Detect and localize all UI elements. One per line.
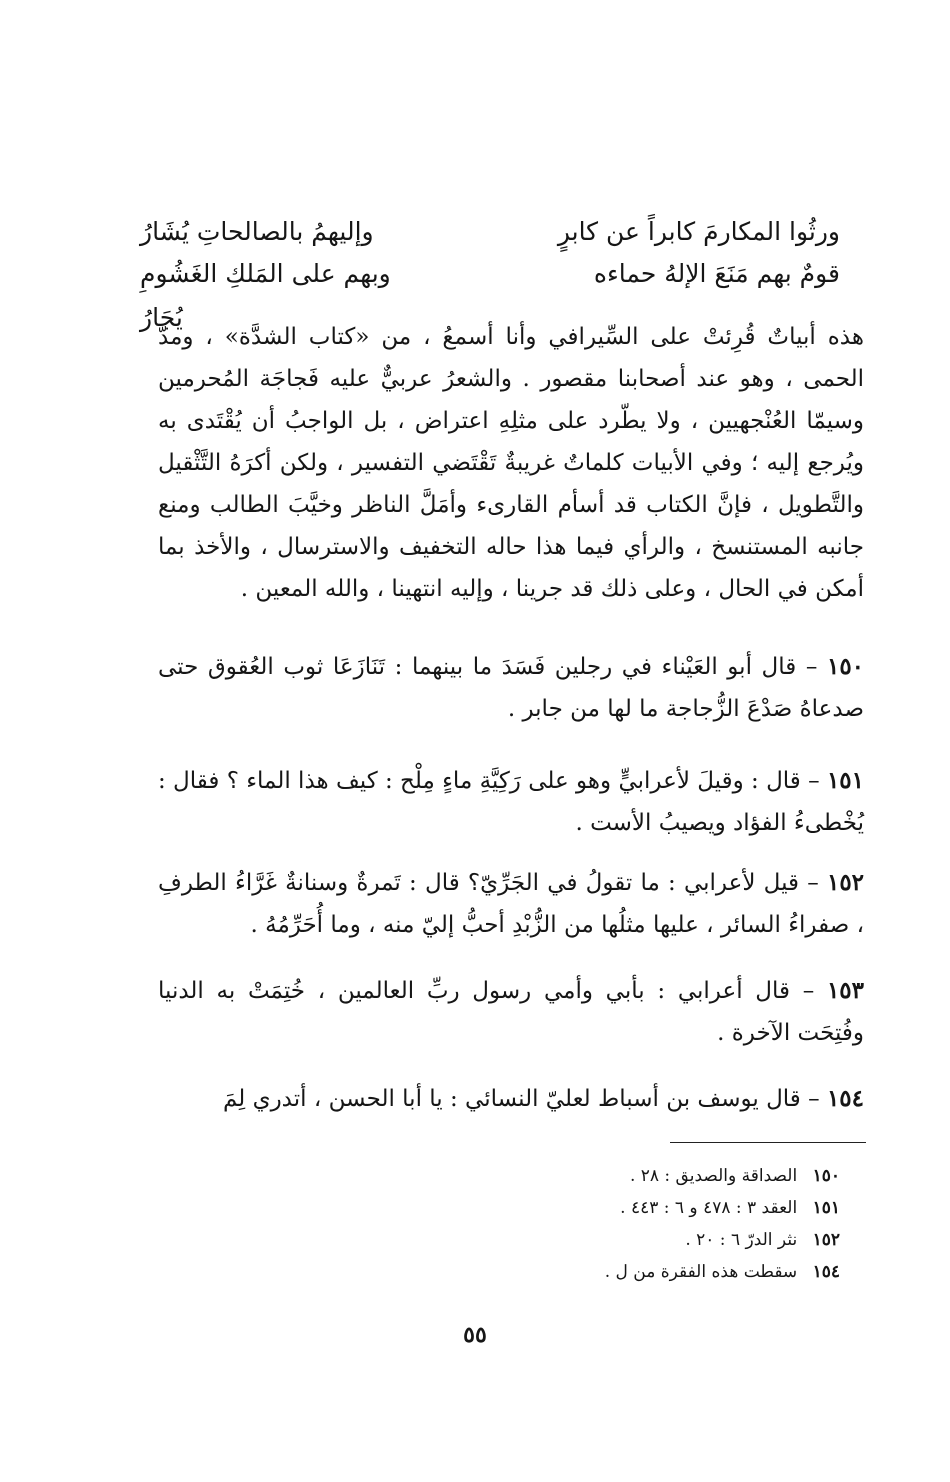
entry-154: [158, 1078, 864, 1120]
entry-153: [158, 970, 864, 1054]
footnote-number: ١٥١: [812, 1198, 840, 1218]
footnote-number: ١٥٤: [812, 1262, 840, 1282]
footnote-text: الصداقة والصديق : ٢٨ .: [629, 1166, 798, 1186]
entry-text: قال يوسف بن أسباط لعليّ النسائي : يا أبا الحسن ، أتدري لِمَ: [222, 1086, 801, 1112]
footnote-item: [340, 1256, 840, 1288]
entry-151: [158, 760, 864, 844]
verse-line-1: [140, 210, 840, 254]
entry-text: قيل لأعرابي : ما تقولُ في الجَرِّيّ؟ قال : تَمرةٌ وسنانةٌ غَرَّاءُ الطرفِ ، صفراءُ السائر ، عليها مثلُها من الزُّبْدِ أحبُّ إليّ منه ، وما أُحَرِّمُهُ .: [158, 870, 864, 938]
verse-hemistich: قومٌ بهم مَنَعَ الإلهُ حماءه: [593, 259, 840, 288]
entry-number: ١٥٤: [826, 1085, 864, 1112]
entry-dash: –: [805, 654, 818, 680]
entry-text: قال : وقيلَ لأعرابيٍّ وهو على رَكِيَّةِ ماءٍ مِلْح : كيف هذا الماء ؟ فقال : يُخْطىءُ الفؤاد ويصيبُ الأست .: [157, 768, 864, 836]
verse-hemistich: وإليهمُ بالصالحاتِ يُشَارُ: [140, 217, 374, 246]
entry-dash: –: [807, 870, 819, 896]
footnote-item: [340, 1224, 840, 1256]
footnote-divider: [670, 1142, 866, 1143]
entry-150: [158, 646, 864, 730]
footnote-number: ١٥٠: [812, 1166, 840, 1186]
entry-number: ١٥٠: [826, 653, 865, 680]
verse-hemistich: وبهم على المَلكِ الغَشُومِ يُجَارُ: [140, 259, 391, 332]
entry-number: ١٥٢: [826, 869, 865, 896]
entry-dash: –: [802, 978, 815, 1004]
commentary-paragraph: هذه أبياتٌ قُرِئتْ على السِّيرافي وأنا أسمعُ ، من «كتاب الشدَّة» ، ومدَّ الحمى ، وهو عند أصحابنا مقصور . والشعرُ عربيٌّ عليه فَجاجَة المُحرمين وسيمّا العُنْجهيين ، ولا يطّرد على مثلِهِ اعتراض ، بل الواجبُ أن يُقْتَدى به ويُرجع إليه ؛ وفي الأبيات كلماتٌ غريبةٌ تَقْتَضي التفسير ، ولكن أكرَهُ التَّثْقيل والتَّطويل ، فإنَّ الكتاب قد أسأم القارىء وأمَلَّ الناظر وخيَّبَ الطالب ومنع جانبه المستنسخ ، والرأي فيما هذا حاله التخفيف والاسترسال ، والأخذ بما أمكن في الحال ، وعلى ذلك قد جرينا ، وإليه انتهينا ، والله المعين .: [158, 324, 864, 602]
entry-152: [158, 862, 864, 946]
footnote-item: [340, 1160, 840, 1192]
footnote-number: ١٥٢: [812, 1230, 840, 1250]
entry-dash: –: [808, 768, 820, 794]
footnote-text: العقد ٣ : ٤٧٨ و ٦ : ٤٤٣ .: [620, 1198, 798, 1218]
entry-number: ١٥٣: [826, 977, 865, 1004]
footnotes: [340, 1160, 840, 1288]
entry-number: ١٥١: [826, 767, 864, 794]
entry-dash: –: [808, 1086, 820, 1112]
verse-hemistich: ورثُوا المكارمَ كابراً عن كابرٍ: [557, 217, 840, 246]
footnote-text: نثر الدرّ ٦ : ٢٠ .: [685, 1230, 798, 1250]
entry-text: قال أعرابي : بأبي وأمي رسول ربِّ العالمين ، خُتِمَتْ به الدنيا وفُتِحَت الآخرة .: [158, 978, 864, 1046]
entry-text: قال أبو العَيْناء في رجلين فَسَدَ ما بينهما : تَنَازَعَا ثوب العُقوق حتى صدعاهُ صَدْعَ الزُّجاجة ما لها من جابر .: [158, 654, 864, 722]
footnote-item: [340, 1192, 840, 1224]
footnote-text: سقطت هذه الفقرة من ل .: [604, 1262, 798, 1282]
page-number: ٥٥: [463, 1322, 487, 1348]
